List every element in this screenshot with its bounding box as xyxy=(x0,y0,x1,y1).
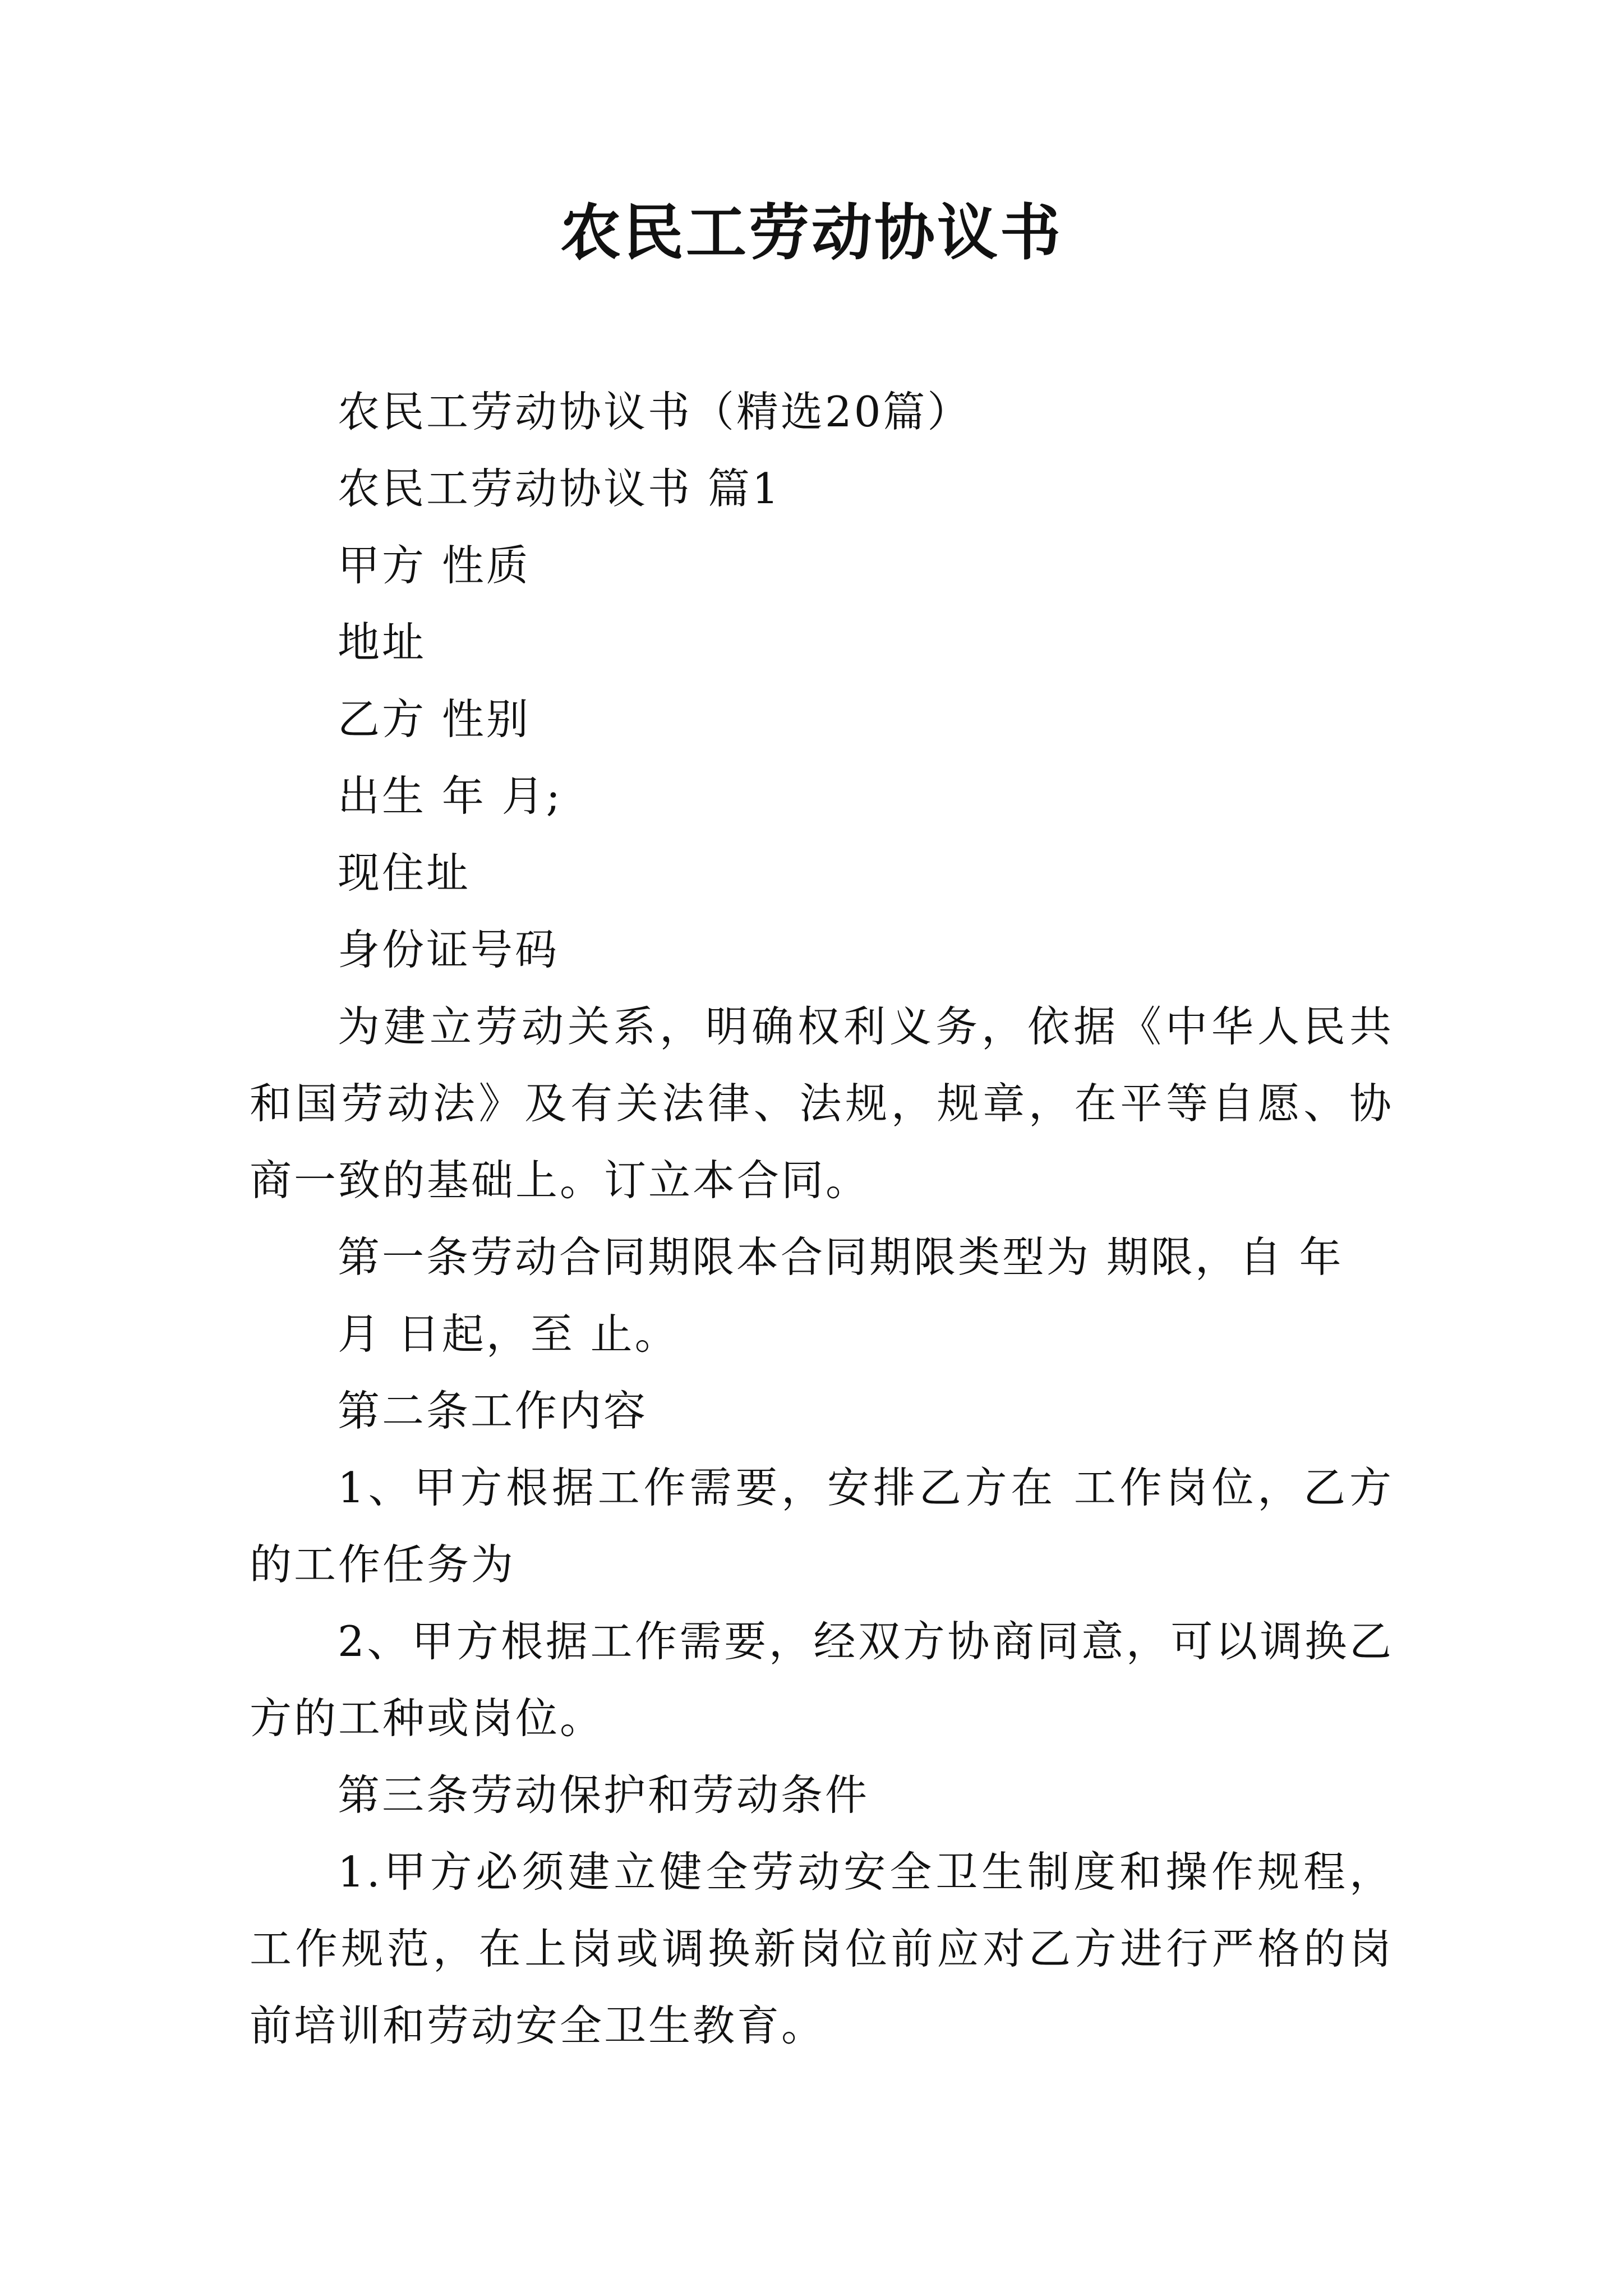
preamble-paragraph: 为建立劳动关系，明确权利义务，依据《中华人民共和国劳动法》及有关法律、法规，规章，在平等自愿、协商一致的基础上。订立本合同。 xyxy=(250,1002,1394,1205)
residence-field: 现住址 xyxy=(338,848,471,898)
document-body xyxy=(250,374,1394,2064)
birth-field: 出生 年 月; xyxy=(338,771,562,821)
article-2-clause-2: 2、甲方根据工作需要，经双方协商同意，可以调换乙方的工种或岗位。 xyxy=(250,1617,1394,1743)
subtitle-paragraph: 农民工劳动协议书（精选20篇） xyxy=(338,387,972,436)
article-3-clause-1: 1.甲方必须建立健全劳动安全卫生制度和操作规程，工作规范，在上岗或调换新岗位前应对乙方进行严格的岗前培训和劳动安全卫生教育。 xyxy=(250,1847,1394,2050)
document-title: 农民工劳动协议书 xyxy=(560,197,1063,268)
id-number-field: 身份证号码 xyxy=(338,925,560,974)
section-heading: 农民工劳动协议书 篇1 xyxy=(338,464,781,513)
article-2-heading: 第二条工作内容 xyxy=(338,1386,648,1435)
address-field: 地址 xyxy=(338,618,427,667)
article-2-clause-1: 1、甲方根据工作需要，安排乙方在 工作岗位，乙方的工作任务为 xyxy=(250,1463,1394,1589)
article-1-paragraph: 第一条劳动合同期限本合同期限类型为 期限，自 年 xyxy=(338,1232,1344,1282)
party-b-field: 乙方 性别 xyxy=(338,694,531,744)
article-3-heading: 第三条劳动保护和劳动条件 xyxy=(338,1770,870,1820)
party-a-field: 甲方 性质 xyxy=(338,541,531,590)
article-1-continuation: 月 日起，至 止。 xyxy=(338,1309,679,1359)
